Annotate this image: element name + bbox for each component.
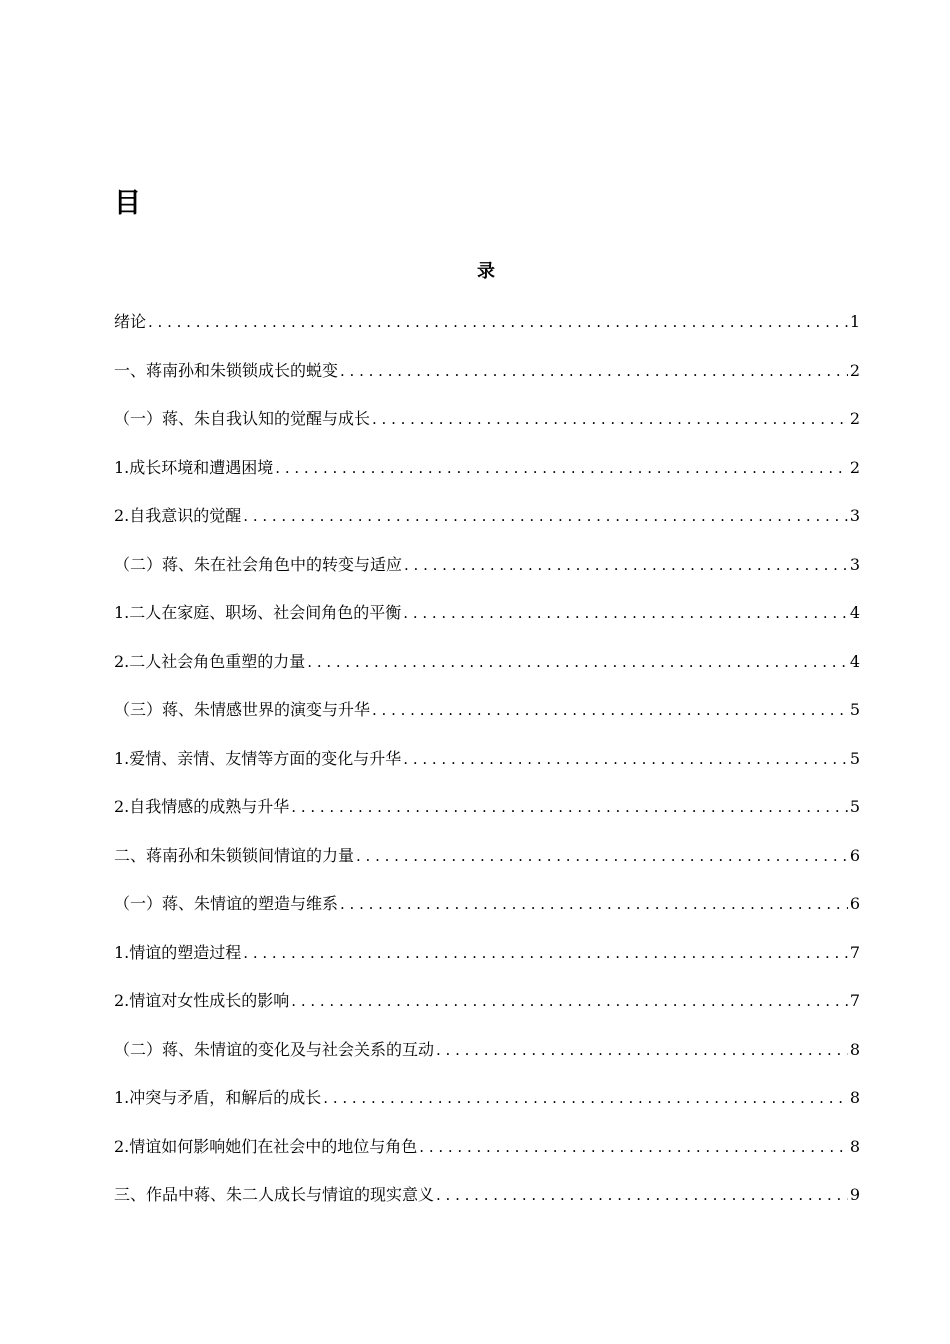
toc-entry-label: 2.情谊对女性成长的影响 bbox=[114, 991, 290, 1010]
toc-entry-label: 绪论 bbox=[114, 312, 147, 331]
toc-entry-page: 2 bbox=[849, 409, 860, 428]
toc-entry-page: 5 bbox=[849, 797, 860, 816]
toc-leader-dots bbox=[307, 650, 848, 674]
toc-entry-label: 2.情谊如何影响她们在社会中的地位与角色 bbox=[114, 1136, 418, 1156]
toc-leader-dots bbox=[148, 310, 848, 334]
toc-entry[interactable] bbox=[114, 795, 860, 844]
toc-leader-dots bbox=[243, 504, 848, 528]
toc-leader-dots bbox=[404, 553, 848, 577]
toc-entry-page: 2 bbox=[849, 360, 860, 380]
toc-entry[interactable] bbox=[114, 1135, 860, 1184]
toc-entry-label: （二）蒋、朱情谊的变化及与社会关系的互动 bbox=[114, 1039, 435, 1059]
toc-entry-page: 8 bbox=[849, 1088, 860, 1107]
toc-entry[interactable] bbox=[114, 892, 860, 941]
toc-entry-label: 1.爱情、亲情、友情等方面的变化与升华 bbox=[114, 748, 402, 768]
toc-entry[interactable] bbox=[114, 504, 860, 553]
toc-entry[interactable] bbox=[114, 747, 860, 796]
toc-leader-dots bbox=[372, 698, 848, 722]
toc-entry-page: 7 bbox=[849, 942, 860, 962]
toc-entry[interactable] bbox=[114, 844, 860, 893]
toc-entry-page: 5 bbox=[849, 700, 860, 719]
toc-entry[interactable] bbox=[114, 698, 860, 747]
toc-entry-page: 8 bbox=[849, 1039, 860, 1059]
toc-entry[interactable] bbox=[114, 601, 860, 650]
toc-entry-page: 8 bbox=[849, 1136, 860, 1156]
toc-entry-page: 7 bbox=[849, 991, 860, 1010]
toc-entry[interactable] bbox=[114, 1086, 860, 1135]
toc-entry-page: 3 bbox=[849, 554, 860, 574]
toc-entry-label: 2.二人社会角色重塑的力量 bbox=[114, 651, 306, 671]
toc-entry-label: 1.二人在家庭、职场、社会间角色的平衡 bbox=[114, 603, 402, 622]
toc-entry-label: 二、蒋南孙和朱锁锁间情谊的力量 bbox=[114, 845, 355, 865]
toc-entry[interactable] bbox=[114, 456, 860, 505]
toc-entry-page: 4 bbox=[849, 651, 860, 671]
toc-leader-dots bbox=[243, 941, 848, 965]
toc-entry[interactable] bbox=[114, 941, 860, 990]
toc-entry[interactable] bbox=[114, 407, 860, 456]
toc-entry-page: 4 bbox=[849, 603, 860, 622]
toc-entry-page: 9 bbox=[849, 1185, 860, 1204]
toc-leader-dots bbox=[340, 892, 848, 916]
toc-leader-dots bbox=[275, 456, 848, 480]
toc-entry[interactable] bbox=[114, 1038, 860, 1087]
toc-entry[interactable] bbox=[114, 650, 860, 699]
toc-entry[interactable] bbox=[114, 310, 860, 359]
toc-entry[interactable] bbox=[114, 1183, 860, 1232]
toc-leader-dots bbox=[291, 795, 848, 819]
toc-entry-page: 6 bbox=[849, 894, 860, 913]
toc-entry-label: （一）蒋、朱情谊的塑造与维系 bbox=[114, 894, 339, 913]
toc-entry-label: （一）蒋、朱自我认知的觉醒与成长 bbox=[114, 409, 371, 428]
toc-entry-page: 5 bbox=[849, 748, 860, 768]
table-of-contents bbox=[114, 310, 860, 1232]
toc-entry[interactable] bbox=[114, 553, 860, 602]
toc-leader-dots bbox=[356, 844, 848, 868]
toc-heading-bottom: 录 bbox=[477, 261, 495, 282]
toc-entry-label: 一、蒋南孙和朱锁锁成长的蜕变 bbox=[114, 360, 339, 380]
toc-leader-dots bbox=[403, 601, 848, 625]
toc-leader-dots bbox=[372, 407, 848, 431]
toc-entry-label: 2.自我意识的觉醒 bbox=[114, 506, 242, 525]
toc-leader-dots bbox=[323, 1086, 848, 1110]
toc-leader-dots bbox=[419, 1135, 848, 1159]
toc-leader-dots bbox=[291, 989, 848, 1013]
toc-entry-label: 1.情谊的塑造过程 bbox=[114, 942, 242, 962]
toc-entry[interactable] bbox=[114, 359, 860, 408]
toc-entry-label: 1.成长环境和遭遇困境 bbox=[114, 457, 274, 477]
toc-entry-label: 2.自我情感的成熟与升华 bbox=[114, 797, 290, 816]
toc-entry-label: （二）蒋、朱在社会角色中的转变与适应 bbox=[114, 554, 403, 574]
toc-entry-label: 三、作品中蒋、朱二人成长与情谊的现实意义 bbox=[114, 1185, 435, 1204]
toc-entry-page: 3 bbox=[849, 506, 860, 525]
toc-leader-dots bbox=[436, 1183, 848, 1207]
toc-entry[interactable] bbox=[114, 989, 860, 1038]
toc-entry-label: （三）蒋、朱情感世界的演变与升华 bbox=[114, 700, 371, 719]
toc-entry-page: 2 bbox=[849, 457, 860, 477]
toc-entry-page: 1 bbox=[849, 312, 860, 331]
toc-entry-label: 1.冲突与矛盾，和解后的成长 bbox=[114, 1088, 322, 1107]
toc-heading-top: 目 bbox=[114, 188, 141, 219]
toc-leader-dots bbox=[436, 1038, 848, 1062]
toc-entry-page: 6 bbox=[849, 845, 860, 865]
toc-leader-dots bbox=[403, 747, 848, 771]
toc-leader-dots bbox=[340, 359, 848, 383]
